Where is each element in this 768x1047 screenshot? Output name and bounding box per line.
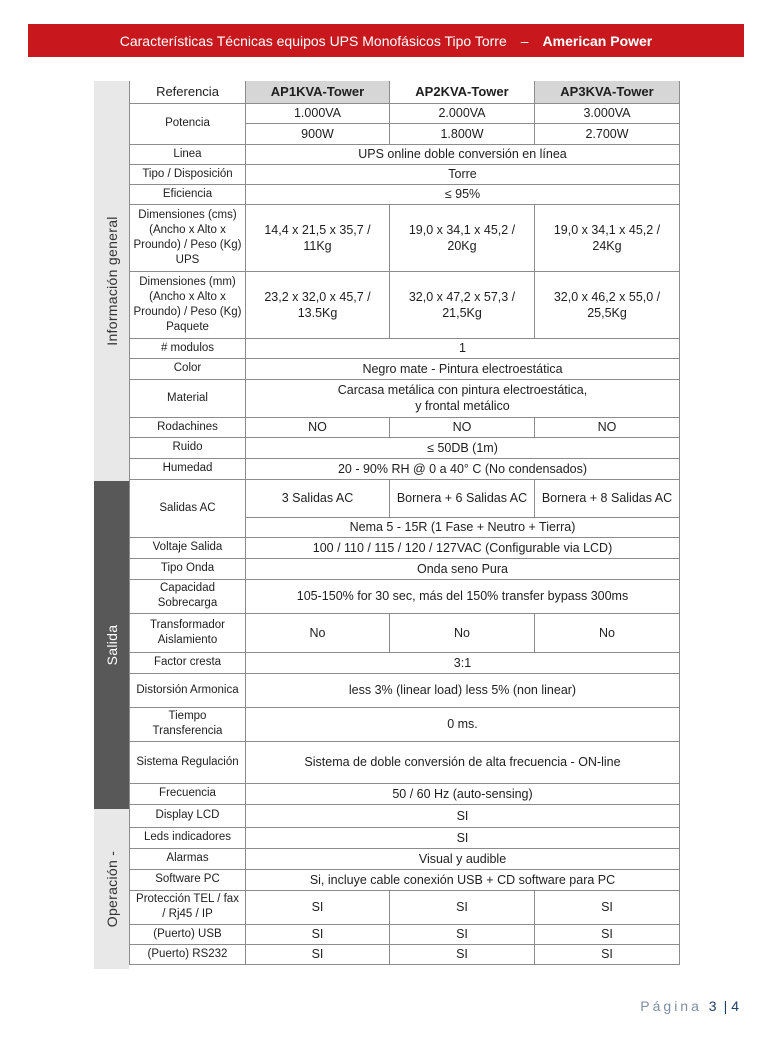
cell-dim-mm-3: 32,0 x 46,2 x 55,0 / 25,5Kg [535, 271, 680, 338]
cell-rs232-3: SI [535, 944, 680, 964]
row-frecuencia [130, 783, 680, 804]
cell-potencia-va-1: 1.000VA [246, 103, 390, 123]
label-frecuencia: Frecuencia [130, 783, 246, 804]
cell-eficiencia: ≤ 95% [246, 184, 680, 204]
label-lcd: Display LCD [130, 804, 246, 827]
cell-transferencia: 0 ms. [246, 707, 680, 741]
row-humedad [130, 458, 680, 479]
row-usb [130, 924, 680, 944]
cell-proteccion-1: SI [246, 890, 390, 924]
label-leds: Leds indicadores [130, 827, 246, 848]
label-color: Color [130, 358, 246, 379]
label-transformador: Transformador Aislamiento [130, 613, 246, 652]
table-header-row [130, 81, 680, 103]
cell-potencia-w-1: 900W [246, 123, 390, 144]
cell-dim-mm-1: 23,2 x 32,0 x 45,7 / 13.5Kg [246, 271, 390, 338]
row-linea [130, 144, 680, 164]
label-voltaje: Voltaje Salida [130, 537, 246, 558]
label-modulos: # modulos [130, 338, 246, 358]
label-rs232: (Puerto) RS232 [130, 944, 246, 964]
cell-potencia-va-2: 2.000VA [390, 103, 535, 123]
cell-potencia-va-3: 3.000VA [535, 103, 680, 123]
cell-usb-3: SI [535, 924, 680, 944]
row-modulos [130, 338, 680, 358]
row-eficiencia [130, 184, 680, 204]
label-alarmas: Alarmas [130, 848, 246, 869]
cell-lcd: SI [246, 804, 680, 827]
cell-proteccion-2: SI [390, 890, 535, 924]
row-regulacion [130, 741, 680, 783]
label-material: Material [130, 379, 246, 417]
cell-transformador-3: No [535, 613, 680, 652]
footer-separator: | [723, 998, 728, 1014]
footer-pagina: Página [640, 998, 702, 1014]
cell-rodachines-1: NO [246, 417, 390, 437]
label-ruido: Ruido [130, 437, 246, 458]
cell-rs232-1: SI [246, 944, 390, 964]
cell-dim-cms-3: 19,0 x 34,1 x 45,2 / 24Kg [535, 204, 680, 271]
cell-tipo: Torre [246, 164, 680, 184]
row-voltaje [130, 537, 680, 558]
cell-salidas-ac-2: Bornera + 6 Salidas AC [390, 479, 535, 517]
cell-ruido: ≤ 50DB (1m) [246, 437, 680, 458]
cell-rodachines-2: NO [390, 417, 535, 437]
label-transferencia: Tiempo Transferencia [130, 707, 246, 741]
row-dim-cms [130, 204, 680, 271]
material-line-2: y frontal metálico [415, 399, 510, 413]
row-lcd [130, 804, 680, 827]
row-dim-mm [130, 271, 680, 338]
label-distorsion: Distorsión Armonica [130, 673, 246, 707]
cell-software: Si, incluye cable conexión USB + CD software para PC [246, 869, 680, 890]
cell-rs232-2: SI [390, 944, 535, 964]
label-rodachines: Rodachines [130, 417, 246, 437]
cell-regulacion: Sistema de doble conversión de alta frecuencia - ON-line [246, 741, 680, 783]
cell-onda: Onda seno Pura [246, 558, 680, 579]
row-salidas-ac [130, 479, 680, 517]
cell-rodachines-3: NO [535, 417, 680, 437]
row-cresta [130, 652, 680, 673]
row-rs232 [130, 944, 680, 964]
cell-humedad: 20 - 90% RH @ 0 a 40° C (No condensados) [246, 458, 680, 479]
cell-leds: SI [246, 827, 680, 848]
section-operacion-text: Operación - [103, 850, 120, 928]
row-transferencia [130, 707, 680, 741]
label-eficiencia: Eficiencia [130, 184, 246, 204]
material-line-1: Carcasa metálica con pintura electroestática, [337, 383, 588, 397]
cell-dim-mm-2: 32,0 x 47,2 x 57,3 / 21,5Kg [390, 271, 535, 338]
label-onda: Tipo Onda [130, 558, 246, 579]
cell-potencia-w-2: 1.800W [390, 123, 535, 144]
section-info-text: Información general [103, 216, 120, 346]
cell-dim-cms-1: 14,4 x 21,5 x 35,7 / 11Kg [246, 204, 390, 271]
footer-current-page: 3 [708, 998, 720, 1014]
cell-distorsion: less 3% (linear load) less 5% (non linear) [246, 673, 680, 707]
section-salida-label [94, 481, 129, 809]
row-alarmas [130, 848, 680, 869]
header-title: Características Técnicas equipos UPS Monofásicos Tipo Torre [119, 32, 507, 49]
label-cresta: Factor cresta [130, 652, 246, 673]
header-referencia: Referencia [130, 81, 246, 103]
row-color [130, 358, 680, 379]
cell-salidas-ac-3: Bornera + 8 Salidas AC [535, 479, 680, 517]
row-software [130, 869, 680, 890]
section-info-label [94, 81, 129, 481]
page-footer [640, 998, 742, 1014]
section-operacion-label [94, 809, 129, 969]
cell-alarmas: Visual y audible [246, 848, 680, 869]
label-dim-mm: Dimensiones (mm) (Ancho x Alto x Proundo) / Peso (Kg) Paquete [130, 271, 246, 338]
header-model-1: AP1KVA-Tower [246, 81, 390, 103]
label-regulacion: Sistema Regulación [130, 741, 246, 783]
cell-voltaje: 100 / 110 / 115 / 120 / 127VAC (Configurable via LCD) [246, 537, 680, 558]
cell-color: Negro mate - Pintura electroestática [246, 358, 680, 379]
row-leds [130, 827, 680, 848]
cell-transformador-1: No [246, 613, 390, 652]
label-salidas-ac: Salidas AC [130, 479, 246, 537]
label-software: Software PC [130, 869, 246, 890]
row-onda [130, 558, 680, 579]
spec-table [129, 81, 680, 965]
row-ruido [130, 437, 680, 458]
label-dim-cms: Dimensiones (cms) (Ancho x Alto x Proundo) / Peso (Kg) UPS [130, 204, 246, 271]
cell-material [246, 379, 680, 417]
label-usb: (Puerto) USB [130, 924, 246, 944]
label-tipo: Tipo / Disposición [130, 164, 246, 184]
page-header [28, 24, 744, 57]
footer-total-pages: 4 [731, 998, 742, 1014]
label-humedad: Humedad [130, 458, 246, 479]
header-brand: American Power [542, 32, 653, 49]
row-sobrecarga [130, 579, 680, 613]
cell-cresta: 3:1 [246, 652, 680, 673]
label-sobrecarga: Capacidad Sobrecarga [130, 579, 246, 613]
label-potencia: Potencia [130, 103, 246, 144]
cell-usb-1: SI [246, 924, 390, 944]
cell-salidas-ac-1: 3 Salidas AC [246, 479, 390, 517]
header-model-3: AP3KVA-Tower [535, 81, 680, 103]
label-proteccion: Protección TEL / fax / Rj45 / IP [130, 890, 246, 924]
cell-modulos: 1 [246, 338, 680, 358]
header-model-2: AP2KVA-Tower [390, 81, 535, 103]
row-tipo [130, 164, 680, 184]
row-proteccion [130, 890, 680, 924]
cell-frecuencia: 50 / 60 Hz (auto-sensing) [246, 783, 680, 804]
cell-transformador-2: No [390, 613, 535, 652]
row-material [130, 379, 680, 417]
row-potencia-va [130, 103, 680, 123]
cell-proteccion-3: SI [535, 890, 680, 924]
row-transformador [130, 613, 680, 652]
row-distorsion [130, 673, 680, 707]
header-separator: – [520, 32, 529, 49]
cell-usb-2: SI [390, 924, 535, 944]
row-rodachines [130, 417, 680, 437]
section-salida-text: Salida [103, 624, 120, 666]
label-linea: Linea [130, 144, 246, 164]
cell-sobrecarga: 105-150% for 30 sec, más del 150% transfer bypass 300ms [246, 579, 680, 613]
cell-linea: UPS online doble conversión en línea [246, 144, 680, 164]
cell-nema: Nema 5 - 15R (1 Fase + Neutro + Tierra) [246, 517, 680, 537]
cell-dim-cms-2: 19,0 x 34,1 x 45,2 / 20Kg [390, 204, 535, 271]
cell-potencia-w-3: 2.700W [535, 123, 680, 144]
